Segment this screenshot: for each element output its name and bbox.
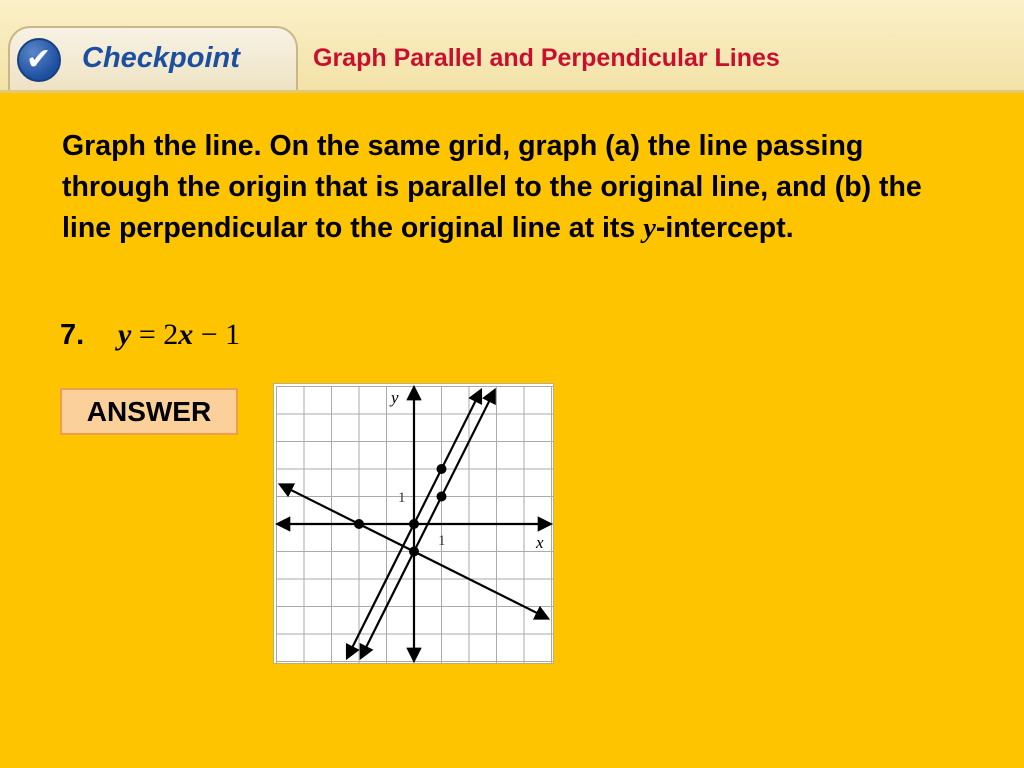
problem-7 <box>60 318 240 352</box>
answer-button[interactable]: ANSWER <box>60 388 238 435</box>
coordinate-grid <box>274 384 555 665</box>
y-tick-label: 1 <box>398 490 406 506</box>
problem-instructions <box>62 126 962 249</box>
x-tick-label: 1 <box>438 533 446 549</box>
problem-number: 7. <box>60 319 85 351</box>
checkmark-glyph: ✔ <box>26 42 52 77</box>
y-axis-label: y <box>391 388 399 407</box>
instructions-variable: y <box>643 213 656 244</box>
slide-header <box>0 0 1024 93</box>
plotted-point <box>409 547 419 557</box>
equation-rest: − 1 <box>193 318 241 351</box>
plotted-point <box>354 519 364 529</box>
equation-lhs: y <box>118 318 132 351</box>
instructions-text: Graph the line. On the same grid, graph (a) the line passing through the origin that is parallel to the original line, and (b) the line perpendicular to the original line at its <box>62 130 922 244</box>
answer-graph <box>273 383 554 664</box>
instructions-end: -intercept. <box>655 212 794 244</box>
checkpoint-label: Checkpoint <box>82 42 240 74</box>
x-axis-label: x <box>536 533 544 552</box>
plotted-point <box>437 492 447 502</box>
topic-title: Graph Parallel and Perpendicular Lines <box>313 44 780 72</box>
equation-var: x <box>178 318 194 351</box>
equation-eq: = 2 <box>131 318 179 351</box>
plotted-point <box>437 464 447 474</box>
problem-equation <box>118 318 240 351</box>
plotted-point <box>409 519 419 529</box>
